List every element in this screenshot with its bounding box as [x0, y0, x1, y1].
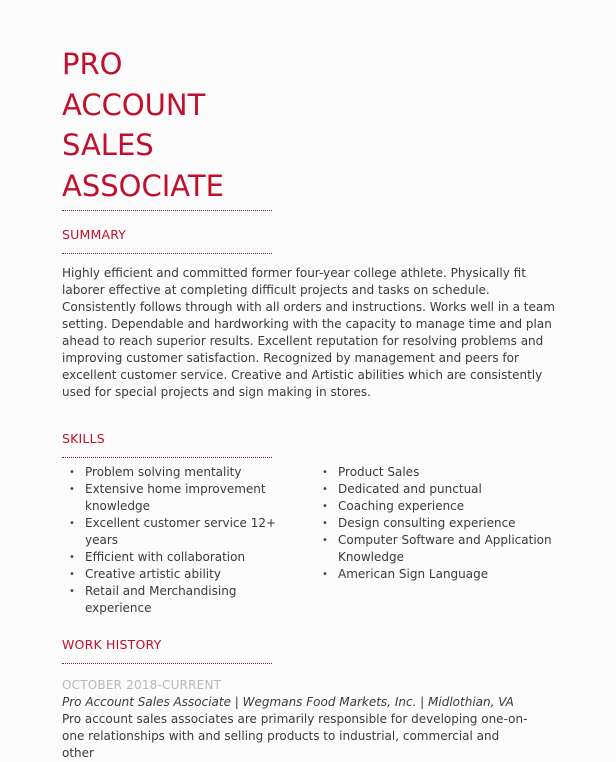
- skill-item: [315, 481, 558, 498]
- bullet-icon: •: [322, 569, 328, 580]
- bullet-icon: •: [69, 586, 75, 597]
- bullet-icon: •: [322, 467, 328, 478]
- skill-label: Excellent customer service 12+ years: [85, 516, 277, 547]
- job-description: Pro account sales associates are primarily responsible for developing one-on-one relationships with and selling products to industrial, commercial and other: [62, 712, 528, 760]
- work-history-divider: [62, 663, 272, 664]
- skill-label: Dedicated and punctual: [338, 482, 482, 496]
- bullet-icon: •: [322, 501, 328, 512]
- skill-label: Coaching experience: [338, 499, 465, 513]
- skill-label: Efficient with collaboration: [85, 550, 246, 564]
- skills-columns: [62, 464, 582, 617]
- skill-label: Problem solving mentality: [85, 465, 242, 479]
- work-history-heading: WORK HISTORY: [62, 637, 162, 652]
- bullet-icon: •: [69, 552, 75, 563]
- bullet-icon: •: [322, 518, 328, 529]
- summary-section: [62, 227, 582, 401]
- skill-item: [62, 515, 290, 549]
- bullet-icon: •: [69, 569, 75, 580]
- title-line: ASSOCIATE: [62, 168, 224, 203]
- skill-item: [315, 515, 558, 532]
- skill-label: Creative artistic ability: [85, 567, 221, 581]
- job-entry: [62, 677, 582, 762]
- summary-divider: [62, 253, 272, 254]
- skill-item: [62, 566, 290, 583]
- title-line: PRO: [62, 47, 123, 81]
- skills-divider: [62, 457, 272, 458]
- skill-label: Computer Software and Application Knowledge: [338, 533, 552, 564]
- skill-item: [62, 583, 290, 617]
- bullet-icon: •: [69, 484, 75, 495]
- summary-text: Highly efficient and committed former four-year college athlete. Physically fit laborer effective at completing difficult projects and tasks on schedule. Consistently follows through with all orders and instructions. Works well in a team setting. Dependable and hardworking with the capacity to manage time and plan ahead to reach superior results. Excellent reputation for resolving problems and improving customer satisfaction. Recognized by management and peers for excellent customer service. Creative and Artistic abilities which are consistently used for special projects and sign making in stores.: [62, 266, 555, 399]
- resume-page: [62, 44, 582, 762]
- bullet-icon: •: [69, 467, 75, 478]
- bullet-icon: •: [322, 484, 328, 495]
- bullet-icon: •: [69, 518, 75, 529]
- job-dates: OCTOBER 2018-CURRENT: [62, 678, 222, 692]
- resume-title: [62, 44, 582, 206]
- skills-heading: SKILLS: [62, 431, 105, 446]
- skills-list-right: [315, 464, 565, 617]
- skill-item: [62, 481, 290, 515]
- skill-item: [315, 566, 558, 583]
- skills-list-left: [62, 464, 315, 617]
- skill-label: Design consulting experience: [338, 516, 516, 530]
- skill-label: Retail and Merchandising experience: [85, 584, 237, 615]
- skill-item: [315, 498, 558, 515]
- skill-label: American Sign Language: [338, 567, 489, 581]
- job-title-line: Pro Account Sales Associate | Wegmans Food Markets, Inc. | Midlothian, VA: [62, 695, 514, 709]
- skill-item: [62, 464, 290, 481]
- skill-label: Product Sales: [338, 465, 420, 479]
- title-line: ACCOUNT: [62, 87, 206, 122]
- skill-item: [315, 464, 558, 481]
- bullet-icon: •: [322, 535, 328, 546]
- title-divider: [62, 210, 272, 211]
- title-line: SALES: [62, 128, 154, 162]
- skill-label: Extensive home improvement knowledge: [85, 482, 266, 513]
- skills-section: [62, 431, 582, 617]
- skill-item: [62, 549, 290, 566]
- summary-heading: SUMMARY: [62, 227, 127, 242]
- skill-item: [315, 532, 558, 566]
